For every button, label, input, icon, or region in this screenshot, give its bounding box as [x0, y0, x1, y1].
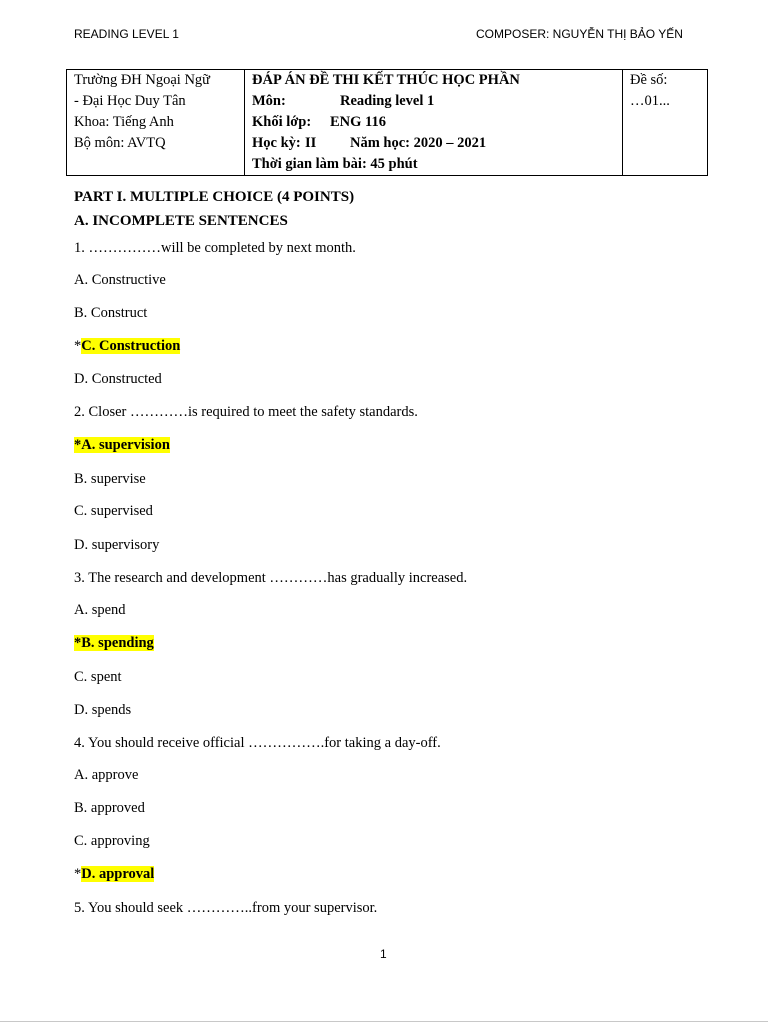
option-4c: C. approving — [74, 833, 150, 849]
header-left: READING LEVEL 1 — [74, 27, 179, 41]
school-year: Năm học: 2020 – 2021 — [350, 135, 487, 151]
answer-highlight: *B. spending — [74, 635, 154, 651]
page-bottom-divider — [0, 1021, 768, 1022]
question-4: 4. You should receive official …………….for taking a day-off. — [74, 735, 441, 751]
subject-label: Môn: — [252, 93, 286, 109]
option-1b: B. Construct — [74, 305, 148, 321]
option-4b: B. approved — [74, 800, 145, 816]
exam-title-cell — [245, 70, 623, 176]
answer-highlight: C. Construction — [81, 338, 181, 354]
option-2a-answer — [74, 437, 170, 454]
class-value: ENG 116 — [330, 114, 386, 130]
exam-code-cell — [623, 70, 708, 176]
exam-duration: Thời gian làm bài: 45 phút — [252, 156, 418, 172]
option-3b-answer — [74, 635, 154, 652]
option-1c-answer — [74, 338, 180, 355]
class-label: Khối lớp: — [252, 114, 312, 130]
exam-code-label: Đề số: — [630, 72, 668, 88]
option-1d: D. Constructed — [74, 371, 162, 387]
school-line: Khoa: Tiếng Anh — [74, 114, 174, 130]
option-2c: C. supervised — [74, 503, 153, 519]
exam-title: ĐÁP ÁN ĐỀ THI KẾT THÚC HỌC PHẦN — [252, 72, 520, 88]
part-title: PART I. MULTIPLE CHOICE (4 POINTS) — [74, 189, 355, 205]
section-title: A. INCOMPLETE SENTENCES — [74, 213, 288, 229]
school-cell — [67, 70, 245, 176]
question-2: 2. Closer …………is required to meet the safety standards. — [74, 404, 418, 420]
header-right: COMPOSER: NGUYỄN THỊ BẢO YẾN — [476, 27, 683, 41]
option-2b: B. supervise — [74, 471, 146, 487]
question-1: 1. ……………will be completed by next month. — [74, 240, 356, 256]
school-line: - Đại Học Duy Tân — [74, 93, 186, 109]
semester-value: II — [305, 135, 317, 151]
option-4d-answer — [74, 866, 154, 883]
subject-value: Reading level 1 — [340, 93, 435, 109]
answer-star: * — [74, 338, 82, 354]
answer-star: * — [74, 866, 82, 882]
exam-code-value: …01... — [630, 93, 670, 109]
exam-info-table — [66, 69, 708, 176]
answer-highlight: *A. supervision — [74, 437, 170, 453]
school-line: Trường ĐH Ngoại Ngữ — [74, 72, 211, 88]
page-number: 1 — [380, 947, 387, 961]
question-5: 5. You should seek …………..from your supervisor. — [74, 900, 378, 916]
option-3d: D. spends — [74, 702, 132, 718]
option-3a: A. spend — [74, 602, 126, 618]
school-line: Bộ môn: AVTQ — [74, 135, 166, 151]
option-1a: A. Constructive — [74, 272, 166, 288]
semester-label: Học kỳ: — [252, 135, 301, 151]
option-4a: A. approve — [74, 767, 139, 783]
answer-highlight: D. approval — [81, 866, 155, 882]
question-3: 3. The research and development …………has gradually increased. — [74, 570, 468, 586]
option-2d: D. supervisory — [74, 537, 160, 553]
option-3c: C. spent — [74, 669, 122, 685]
